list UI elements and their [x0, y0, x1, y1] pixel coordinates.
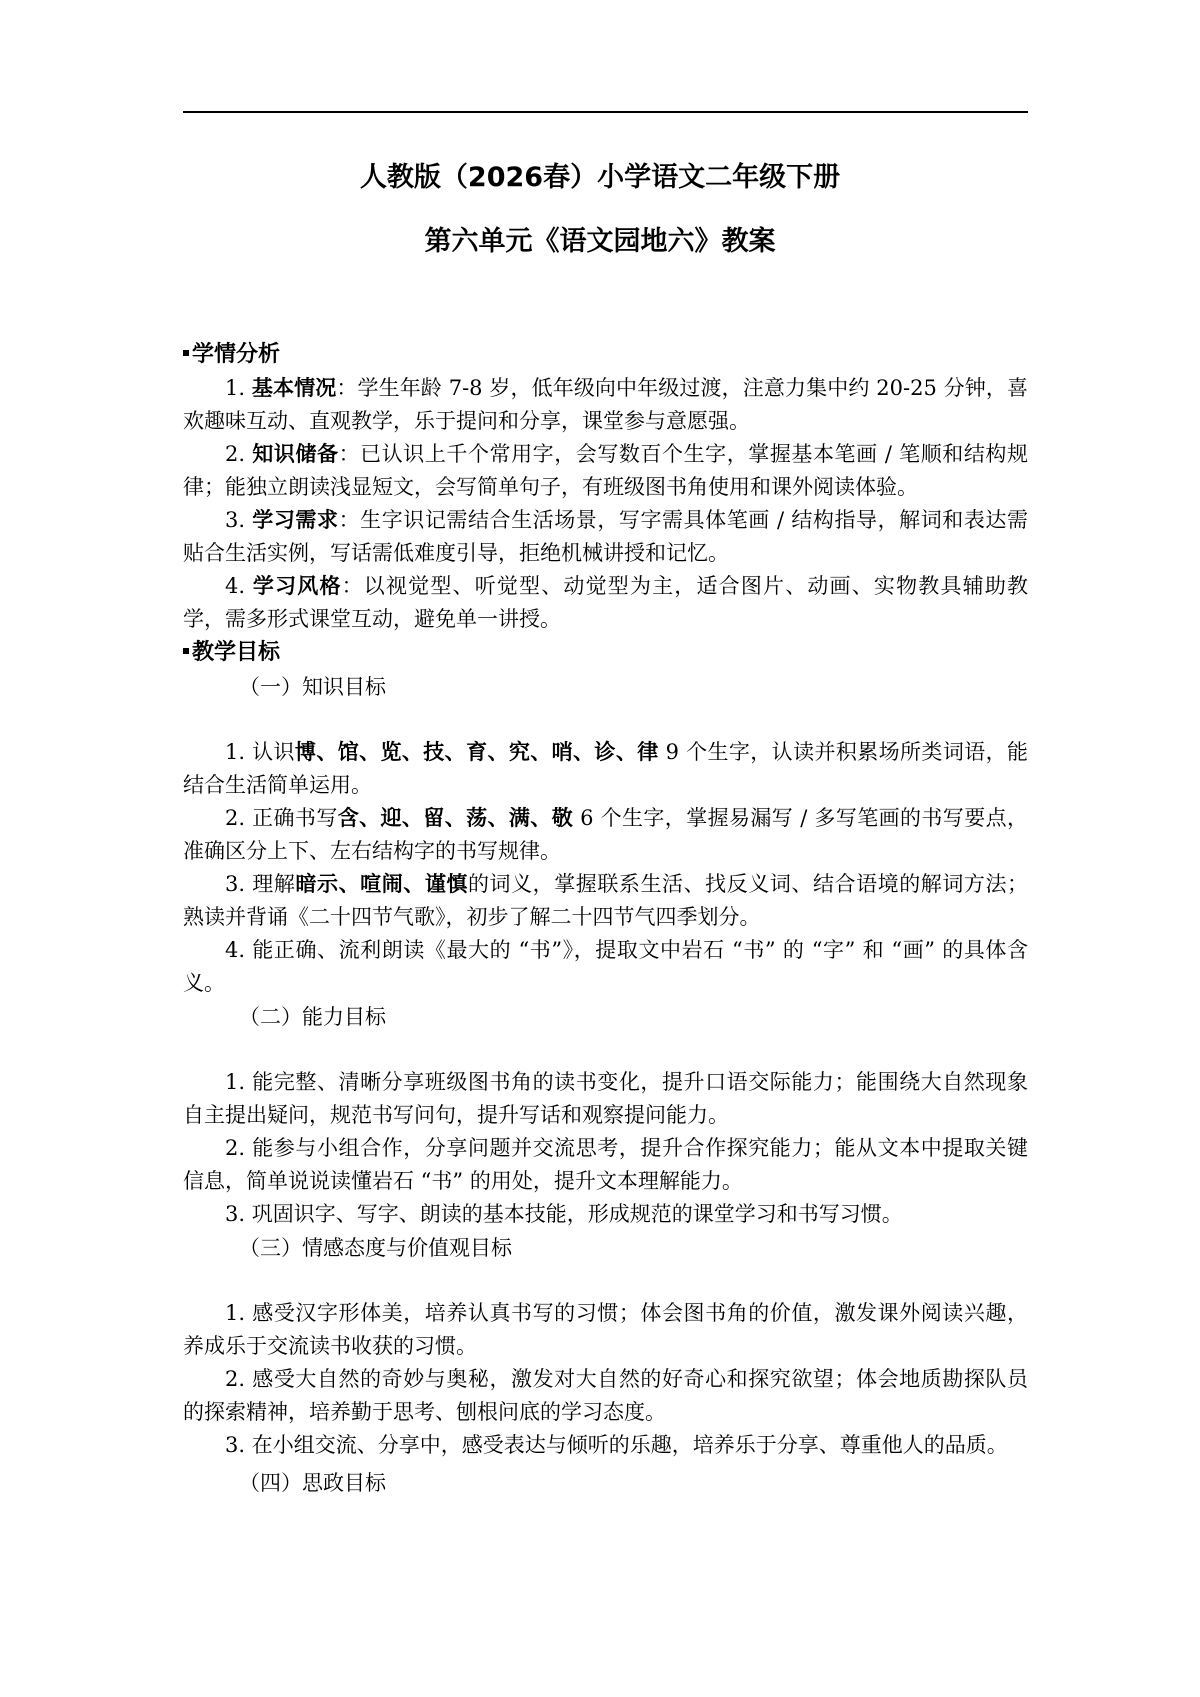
emotion-item-1: 1. 感受汉字形体美，培养认真书写的习惯；体会图书角的价值，激发课外阅读兴趣，养成乐于交流读书收获的习惯。	[183, 1301, 1028, 1358]
analysis-item-1: 1. 基本情况：学生年龄 7-8 岁，低年级向中年级过渡，注意力集中约 20-25 分钟，喜欢趣味互动、直观教学，乐于提问和分享，课堂参与意愿强。	[183, 376, 1028, 433]
item-label: 知识储备	[252, 442, 339, 466]
ability-item-1: 1. 能完整、清晰分享班级图书角的读书变化，提升口语交际能力；能围绕大自然现象自主提出疑问，规范书写问句，提升写话和观察提问能力。	[183, 1070, 1028, 1127]
key-characters: 博、馆、览、技、育、究、哨、诊、律	[294, 740, 659, 764]
ability-item-2: 2. 能参与小组合作，分享问题并交流思考，提升合作探究能力；能从文本中提取关键信息，简单说说读懂岩石 “书” 的用处，提升文本理解能力。	[183, 1136, 1028, 1193]
key-words: 暗示、喧闹、谨慎	[295, 872, 468, 896]
subsection-title-emotion: （三）情感态度与价值观目标	[239, 1236, 512, 1260]
item-label: 学习需求	[252, 508, 339, 532]
knowledge-item-1: 1. 认识博、馆、览、技、育、究、哨、诊、律 9 个生字，认读并积累场所类词语，能结合生活简单运用。	[183, 740, 1029, 797]
analysis-item-3: 3. 学习需求：生字识记需结合生活场景，写字需具体笔画 / 结构指导，解词和表达需贴合生活实例，写话需低难度引导，拒绝机械讲授和记忆。	[183, 508, 1028, 565]
section-heading-objectives	[183, 636, 1028, 670]
title-line-1: 人教版（2026春）小学语文二年级下册	[359, 162, 841, 193]
ability-item-3: 3. 巩固识字、写字、朗读的基本技能，形成规范的课堂学习和书写习惯。	[225, 1202, 903, 1226]
analysis-item-4: 4. 学习风格：以视觉型、听觉型、动觉型为主，适合图片、动画、实物教具辅助教学，需多形式课堂互动，避免单一讲授。	[183, 574, 1028, 631]
subsection-title-ability: （二）能力目标	[239, 1005, 386, 1029]
section-heading-text: 教学目标	[192, 640, 281, 665]
item-label: 基本情况	[251, 376, 337, 400]
analysis-item-2: 2. 知识储备：已认识上千个常用字，会写数百个生字，掌握基本笔画 / 笔顺和结构规律；能独立朗读浅显短文，会写简单句子，有班级图书角使用和课外阅读体验。	[183, 442, 1028, 499]
knowledge-item-3: 3. 理解暗示、喧闹、谨慎的词义，掌握联系生活、找反义词、结合语境的解词方法；熟读并背诵《二十四节气歌》，初步了解二十四节气四季划分。	[183, 872, 1029, 929]
square-bullet-icon	[183, 648, 189, 654]
subsection-title-knowledge: （一）知识目标	[239, 675, 386, 699]
section-heading-text: 学情分析	[192, 342, 281, 367]
title-line-2: 第六单元《语文园地六》教案	[424, 226, 776, 257]
document-body	[183, 338, 1028, 1500]
emotion-item-2: 2. 感受大自然的奇妙与奥秘，激发对大自然的好奇心和探究欲望；体会地质勘探队员的探索精神，培养勤于思考、刨根问底的学习态度。	[183, 1367, 1028, 1424]
emotion-item-3: 3. 在小组交流、分享中，感受表达与倾听的乐趣，培养乐于分享、尊重他人的品质。	[225, 1433, 1008, 1457]
header-rule	[183, 111, 1028, 113]
key-characters: 含、迎、留、荡、满、敬	[337, 806, 574, 830]
section-heading-analysis	[183, 338, 1028, 372]
knowledge-item-4: 4. 能正确、流利朗读《最大的 “书”》，提取文中岩石 “书” 的 “字” 和 “画” 的具体含义。	[183, 938, 1028, 995]
item-label: 学习风格	[252, 574, 342, 598]
square-bullet-icon	[183, 350, 189, 356]
subsection-title-ideology: （四）思政目标	[239, 1471, 386, 1495]
knowledge-item-2: 2. 正确书写含、迎、留、荡、满、敬 6 个生字，掌握易漏写 / 多写笔画的书写要点，准确区分上下、左右结构字的书写规律。	[183, 806, 1029, 863]
